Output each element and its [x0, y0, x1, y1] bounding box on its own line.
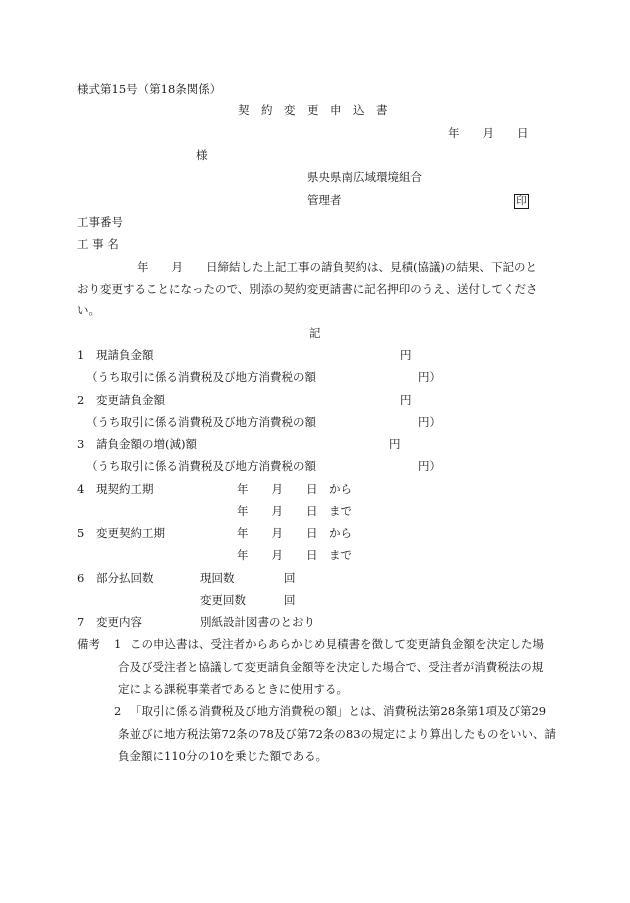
- item-6-changed-label: 変更回数: [200, 593, 246, 607]
- item-4-to: 年 月 日 まで: [237, 504, 352, 518]
- item-4-from: 年 月 日 から: [237, 482, 352, 496]
- item-7-number: 7: [77, 615, 85, 629]
- org-role: 管理者: [307, 193, 342, 207]
- ki-heading: 記: [309, 326, 321, 340]
- note-2-line-3: 負金額に110分の10を乗じた額である。: [118, 749, 328, 763]
- item-7-label: 変更内容: [96, 615, 142, 629]
- item-4-number: 4: [77, 482, 85, 496]
- item-1-tax-yen: 円）: [418, 370, 441, 384]
- item-1-label: 現請負金額: [96, 348, 154, 362]
- item-4-label: 現契約工期: [96, 482, 154, 496]
- item-1-number: 1: [77, 348, 85, 362]
- item-5-from: 年 月 日 から: [237, 526, 352, 540]
- item-3-label: 請負金額の増(減)額: [96, 437, 197, 451]
- form-label: 様式第15号（第18条関係）: [77, 82, 222, 96]
- item-2-tax-yen: 円）: [418, 415, 441, 429]
- body-line-2: おり変更することになったので、別添の契約変更請書に記名押印のうえ、送付してくださ: [77, 282, 538, 296]
- item-2-label: 変更請負金額: [96, 393, 165, 407]
- item-5-to: 年 月 日 まで: [237, 548, 352, 562]
- note-1-number: 1: [114, 637, 122, 651]
- note-2-line-2: 条並びに地方税法第72条の78及び第72条の83の規定により算出したものをいい、請: [118, 727, 557, 741]
- note-2-line-1: 「取引に係る消費税及び地方消費税の額」とは、消費税法第28条第1項及び第29: [130, 704, 547, 718]
- item-3-tax-yen: 円）: [418, 459, 441, 473]
- addressee-suffix: 様: [196, 148, 208, 162]
- note-1-line-3: 定による課税事業者であるときに使用する。: [118, 682, 348, 696]
- project-number-label: 工事番号: [77, 215, 123, 229]
- seal-box: [514, 192, 529, 209]
- item-2-number: 2: [77, 393, 85, 407]
- notes-label: 備考: [77, 637, 100, 651]
- note-2-number: 2: [114, 704, 122, 718]
- item-5-label: 変更契約工期: [96, 526, 165, 540]
- item-3-number: 3: [77, 437, 85, 451]
- note-1-line-1: この申込書は、受注者からあらかじめ見積書を徴して変更請負金額を決定した場: [130, 637, 544, 651]
- item-6-current-label: 現回数: [200, 571, 235, 585]
- item-1-tax-label: （うち取引に係る消費税及び地方消費税の額: [86, 370, 316, 384]
- item-2-tax-label: （うち取引に係る消費税及び地方消費税の額: [86, 415, 316, 429]
- item-6-number: 6: [77, 571, 85, 585]
- document-title: 契 約 変 更 申 込 書: [238, 103, 388, 117]
- item-1-yen: 円: [400, 348, 412, 362]
- date-line: 年 月 日: [448, 126, 529, 140]
- item-3-yen: 円: [389, 437, 401, 451]
- project-name-label: 工 事 名: [77, 237, 119, 251]
- org-name: 県央県南広域環境組合: [307, 170, 422, 184]
- seal-text: 印: [514, 194, 529, 209]
- item-6-label: 部分払回数: [96, 571, 154, 585]
- body-line-3: い。: [77, 303, 100, 317]
- item-2-yen: 円: [400, 393, 412, 407]
- item-6-current-unit: 回: [284, 571, 296, 585]
- item-5-number: 5: [77, 526, 85, 540]
- item-6-changed-unit: 回: [284, 593, 296, 607]
- note-1-line-2: 合及び受注者と協議して変更請負金額等を決定した場合で、受注者が消費税法の規: [118, 660, 544, 674]
- item-3-tax-label: （うち取引に係る消費税及び地方消費税の額: [86, 459, 316, 473]
- item-7-value: 別紙設計図書のとおり: [200, 615, 315, 629]
- body-line-1: 年 月 日締結した上記工事の請負契約は、見積(協議)の結果、下記のと: [137, 260, 537, 274]
